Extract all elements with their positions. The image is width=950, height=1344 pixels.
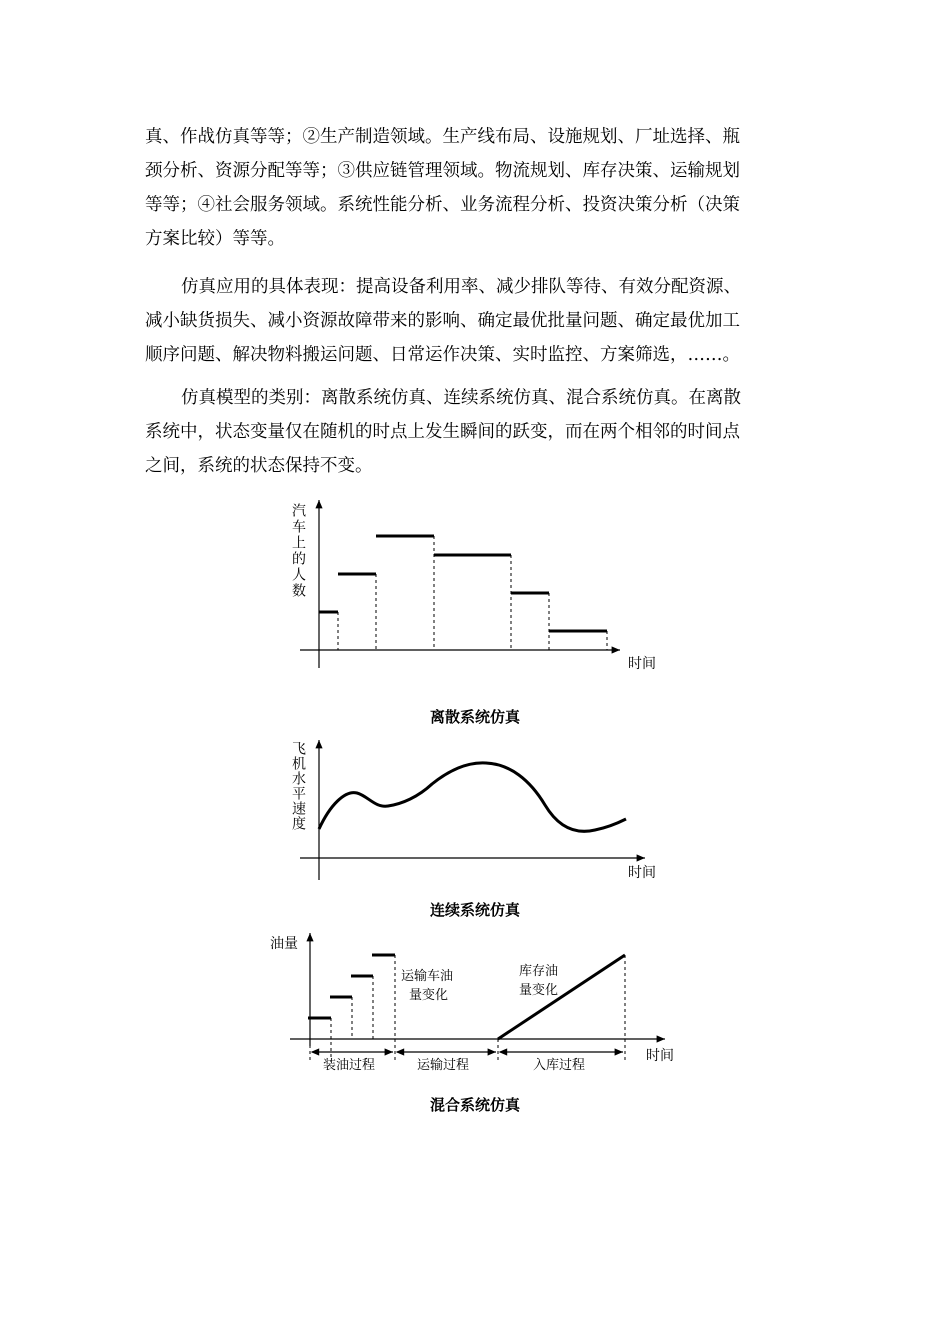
text-line: 之间，系统的状态保持不变。	[145, 456, 373, 476]
x-axis-label: 时间	[646, 1048, 674, 1064]
storage-ramp	[498, 955, 625, 1039]
x-axis-label: 时间	[628, 656, 656, 672]
loading-steps	[308, 955, 395, 1062]
text-line: 方案比较）等等。	[145, 229, 285, 249]
x-axis-label: 时间	[628, 865, 656, 881]
text-line: 颈分析、资源分配等等；③供应链管理领域。物流规划、库存决策、运输规划	[145, 161, 740, 181]
paragraph-model-types	[145, 381, 810, 483]
phase-storage-label: 入库过程	[533, 1058, 586, 1073]
y-axis-label: 油量	[270, 936, 298, 952]
text-line: 顺序问题、解决物料搬运问题、日常运作决策、实时监控、方案筛选，……。	[145, 345, 740, 365]
text-line: 仿真应用的具体表现：提高设备利用率、减少排队等待、有效分配资源、	[181, 277, 741, 297]
figure-discrete-system	[0, 490, 950, 690]
figure-continuous-system	[0, 735, 950, 885]
continuous-curve	[319, 763, 626, 831]
figure-hybrid-system	[0, 928, 950, 1078]
phase-loading-label: 装油过程	[323, 1058, 376, 1073]
step-series	[319, 536, 607, 650]
caption-hybrid: 混合系统仿真	[429, 1096, 520, 1114]
caption-continuous: 连续系统仿真	[429, 901, 520, 919]
text-line: 系统中，状态变量仅在随机的时点上发生瞬间的跃变，而在两个相邻的时间点	[145, 422, 740, 442]
text-line: 真、作战仿真等等；②生产制造领域。生产线布局、设施规划、厂址选择、瓶	[145, 127, 740, 147]
annotation-storage-line2: 量变化	[519, 983, 559, 998]
text-line: 仿真模型的类别：离散系统仿真、连续系统仿真、混合系统仿真。在离散	[181, 388, 741, 408]
phase-transport-label: 运输过程	[417, 1058, 470, 1073]
text-line: 等等；④社会服务领域。系统性能分析、业务流程分析、投资决策分析（决策	[145, 195, 740, 215]
text-line: 减小缺货损失、减小资源故障带来的影响、确定最优批量问题、确定最优加工	[145, 311, 740, 331]
paragraph-application-fields	[145, 120, 810, 256]
annotation-transport-line2: 量变化	[409, 988, 449, 1003]
y-axis-label: 飞机水平速度	[290, 741, 306, 831]
annotation-transport-line1: 运输车油	[401, 969, 454, 984]
annotation-storage-line1: 库存油	[519, 964, 559, 979]
y-axis-label: 汽车上的人数	[290, 503, 306, 599]
paragraph-application-effects	[145, 270, 810, 372]
caption-discrete: 离散系统仿真	[429, 708, 520, 726]
